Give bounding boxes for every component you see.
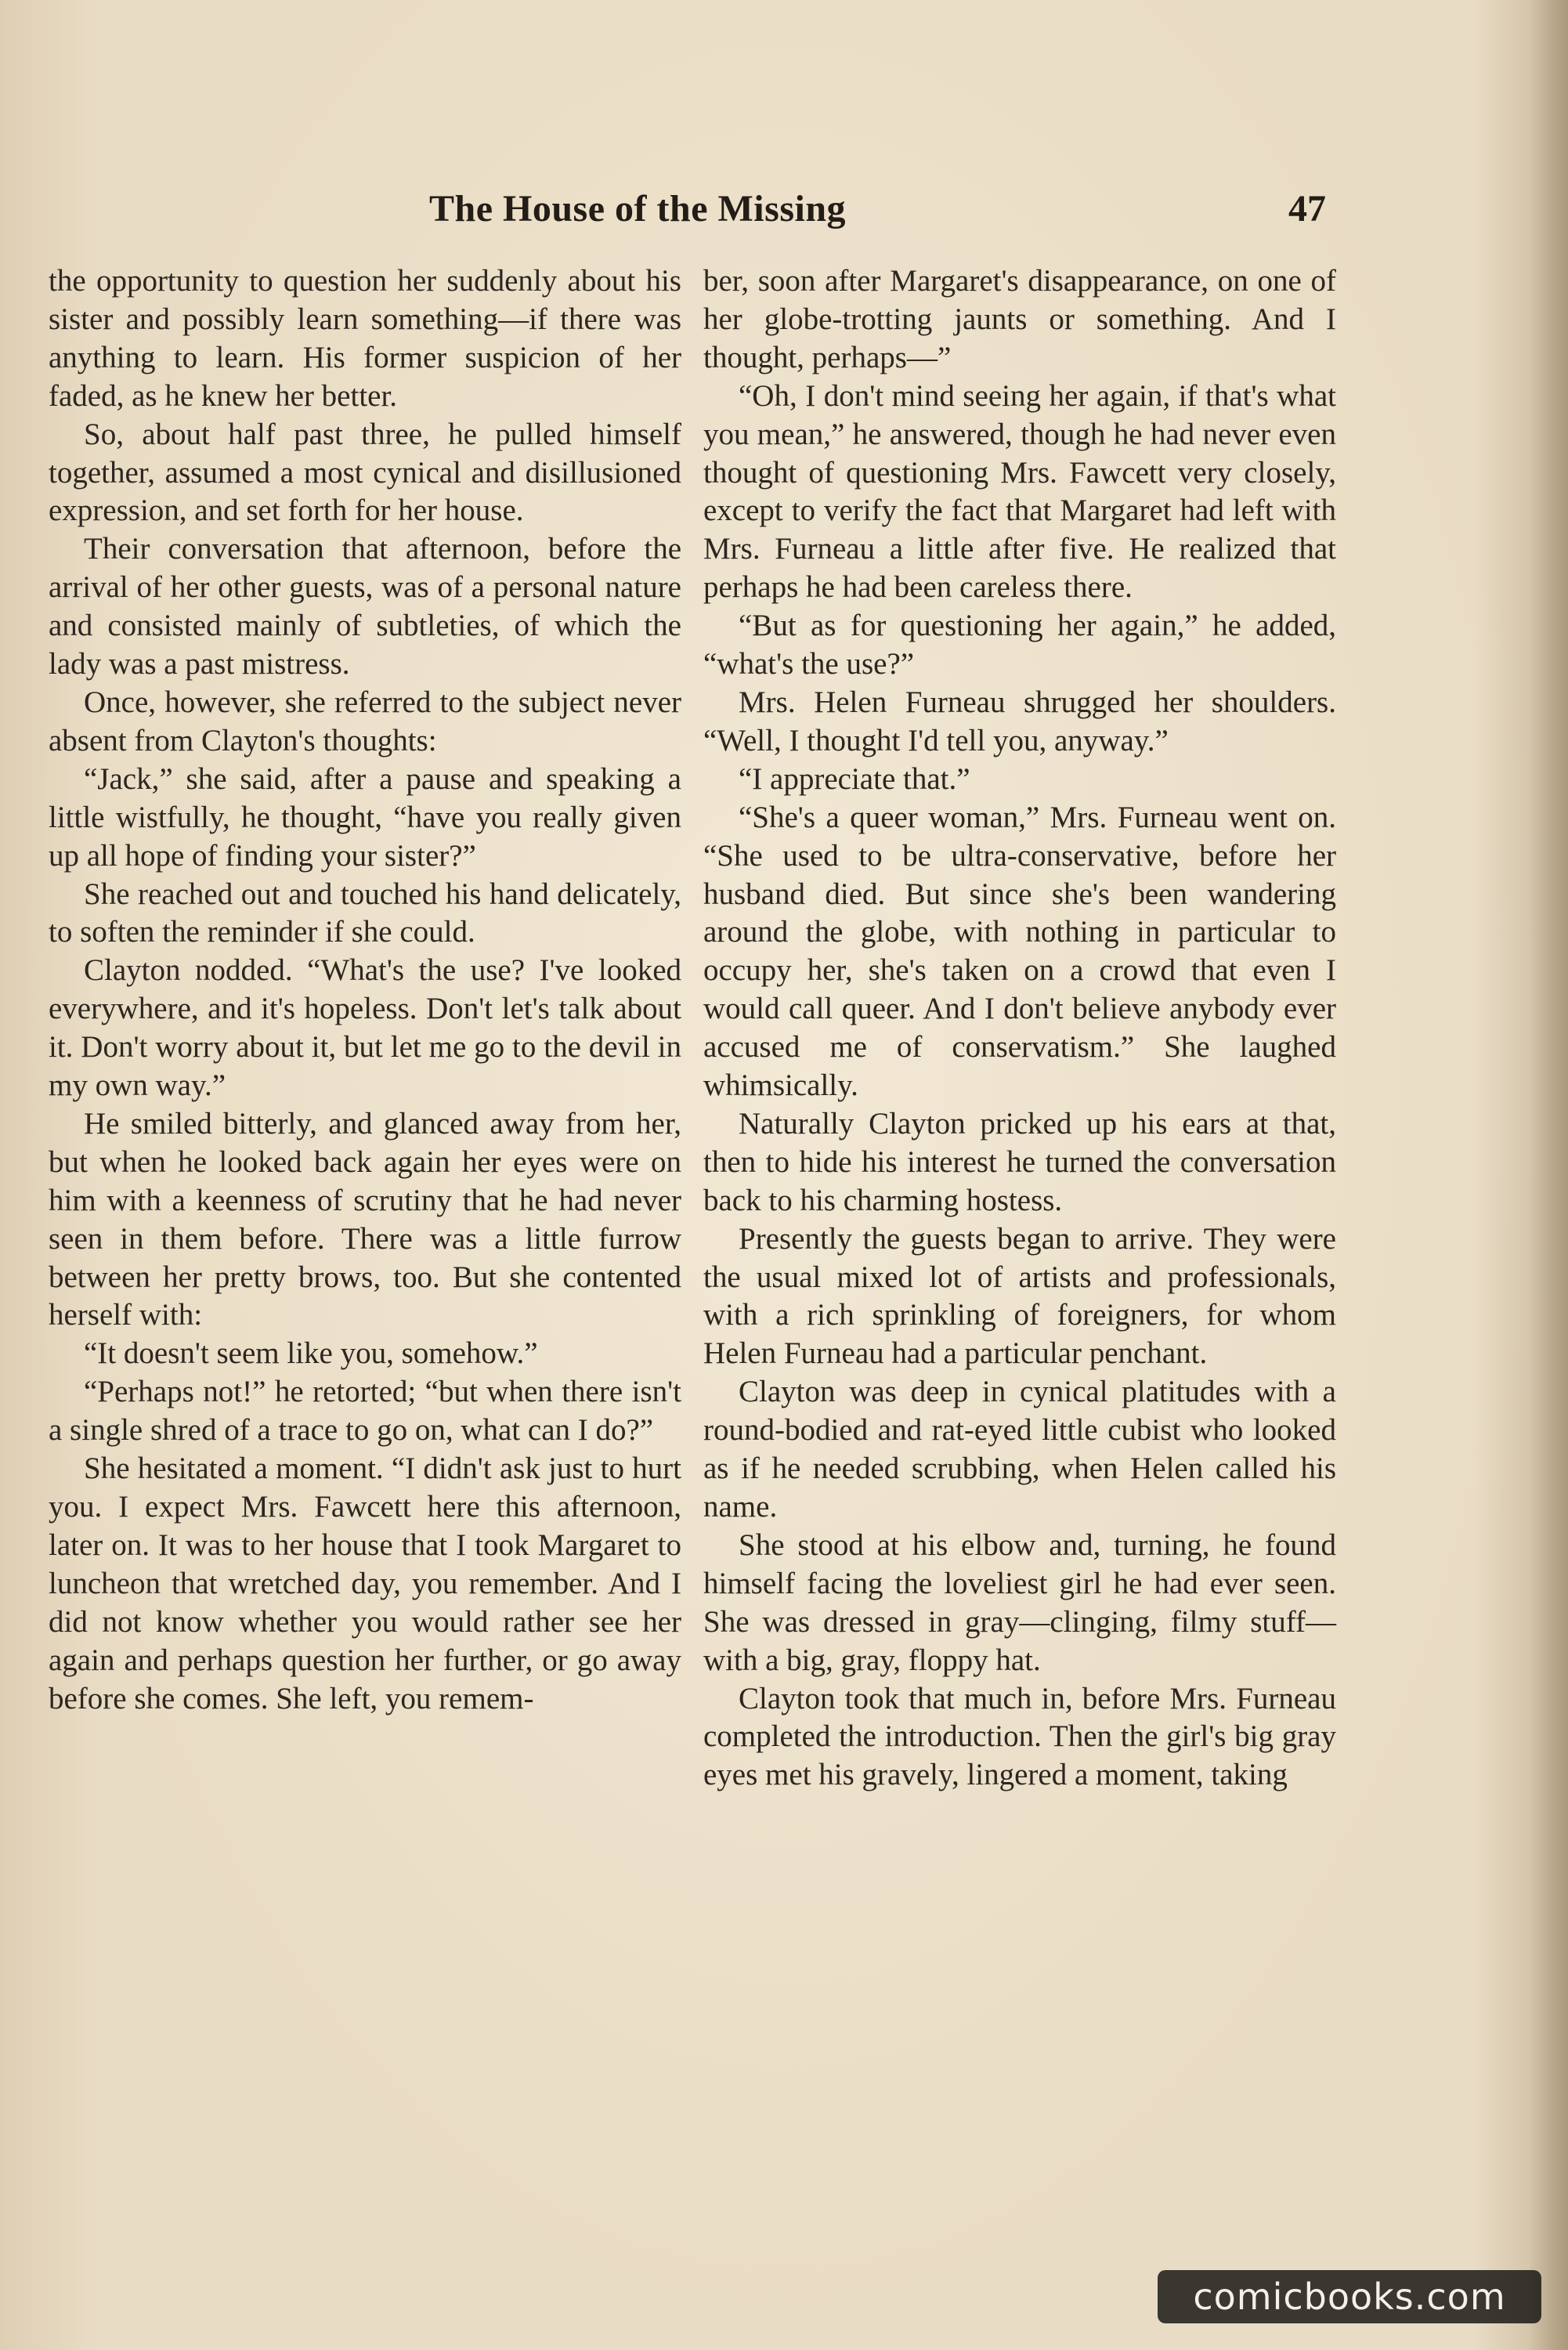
- paragraph: She stood at his elbow and, turning, he found himself facing the loveliest girl he had ever seen. She was dressed in gray—clinging, filmy stuff—with a big, gray, floppy hat.: [703, 1528, 1336, 1677]
- right-column: [703, 262, 1336, 1795]
- paragraph: Once, however, she referred to the subject never absent from Clayton's thoughts:: [49, 685, 681, 757]
- paragraph: “Oh, I don't mind seeing her again, if that's what you mean,” he answered, though he had never even thought of questioning Mrs. Fawcett very closely, except to verify the fact that Margaret had left with Mrs. Furneau a little after five. He realized that perhaps he had been careless there.: [703, 378, 1336, 605]
- paragraph: “I appreciate that.”: [739, 761, 970, 796]
- page-header: [0, 182, 1568, 237]
- paragraph: Clayton nodded. “What's the use? I've looked everywhere, and it's hopeless. Don't let's talk about it. Don't worry about it, but let me go to the devil in my own way.”: [49, 953, 681, 1103]
- watermark-logo: comicbooks.com: [1158, 2270, 1541, 2323]
- page-number: 47: [1288, 188, 1326, 230]
- paragraph: So, about half past three, he pulled himself together, assumed a most cynical and disillusioned expression, and set forth for her house.: [49, 417, 681, 528]
- paragraph: Presently the guests began to arrive. They were the usual mixed lot of artists and professionals, with a rich sprinkling of foreigners, for whom Helen Furneau had a particular penchant.: [703, 1221, 1336, 1371]
- paragraph: ber, soon after Margaret's disappearance, on one of her globe-trotting jaunts or something. And I thought, perhaps—”: [703, 264, 1336, 374]
- left-column: [49, 262, 681, 1718]
- page-spine-shadow: [1529, 0, 1568, 2350]
- paragraph: “Jack,” she said, after a pause and speaking a little wistfully, he thought, “have you really given up all hope of finding your sister?”: [49, 761, 681, 873]
- paragraph: Clayton took that much in, before Mrs. Furneau completed the introduction. Then the girl's big gray eyes met his gravely, lingered a moment, taking: [703, 1681, 1336, 1792]
- paragraph: Naturally Clayton pricked up his ears at that, then to hide his interest he turned the conversation back to his charming hostess.: [703, 1106, 1336, 1217]
- paragraph: “Perhaps not!” he retorted; “but when there isn't a single shred of a trace to go on, what can I do?”: [49, 1375, 681, 1448]
- paragraph: Their conversation that afternoon, before the arrival of her other guests, was of a personal nature and consisted mainly of subtleties, of which the lady was a past mistress.: [49, 532, 681, 682]
- paragraph: Clayton was deep in cynical platitudes with a round-bodied and rat-eyed little cubist who looked as if he needed scrubbing, when Helen called his name.: [703, 1375, 1336, 1524]
- paragraph: “She's a queer woman,” Mrs. Furneau went on. “She used to be ultra-conservative, before her husband died. But since she's been wandering around the globe, with nothing in particular to occupy her, she's taken on a crowd that even I would call queer. And I don't believe anybody ever accused me of conservatism.” She laughed whimsically.: [703, 800, 1336, 1103]
- paragraph: the opportunity to question her suddenly about his sister and possibly learn something—if there was anything to learn. His former suspicion of her faded, as he knew her better.: [49, 264, 681, 413]
- paragraph: She reached out and touched his hand delicately, to soften the reminder if she could.: [49, 877, 681, 949]
- paragraph: “But as for questioning her again,” he added, “what's the use?”: [703, 609, 1336, 682]
- running-title: The House of the Missing: [429, 188, 847, 230]
- paragraph: Mrs. Helen Furneau shrugged her shoulders. “Well, I thought I'd tell you, anyway.”: [703, 685, 1336, 757]
- paragraph: “It doesn't seem like you, somehow.”: [84, 1336, 538, 1371]
- paragraph: He smiled bitterly, and glanced away from her, but when he looked back again her eyes were on him with a keenness of scrutiny that he had never seen in them before. There was a little furrow between her pretty brows, too. But she contented herself with:: [49, 1106, 681, 1332]
- paragraph: She hesitated a moment. “I didn't ask just to hurt you. I expect Mrs. Fawcett here this afternoon, later on. It was to her house that I took Margaret to luncheon that wretched day, you remember. And I did not know whether you would rather see her again and perhaps question her further, or go away before she comes. She left, you remem-: [49, 1452, 681, 1716]
